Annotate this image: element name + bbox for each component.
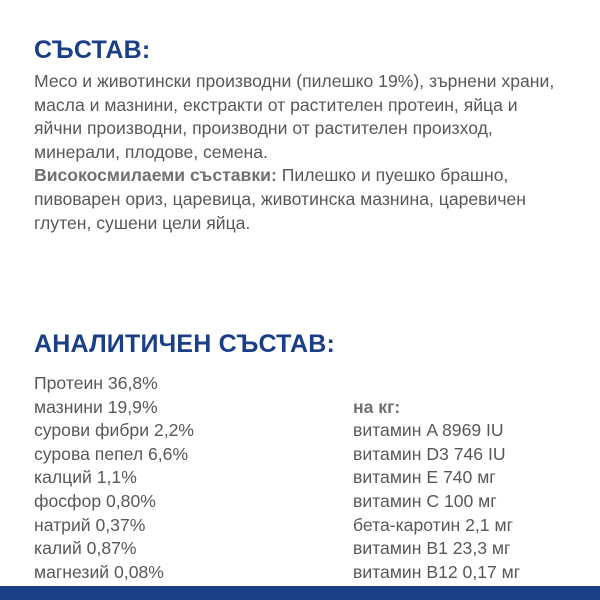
nutrient-item: Протеин 36,8% xyxy=(34,373,158,393)
highly-digestible-text: Пилешко и пуешко брашно, пивоварен ориз, царевица, животинска мазнина, царевичен глутен, сушени цели яйца. xyxy=(34,165,527,233)
vitamin-item: витамин B1 23,3 мг xyxy=(353,538,511,559)
vitamin-item: бета-каротин 2,1 мг xyxy=(353,514,513,535)
vitamin-item: витамин B12 0,17 мг xyxy=(353,561,521,582)
vitamin-list xyxy=(353,372,520,584)
vitamin-item: витамин D3 746 IU xyxy=(353,443,506,464)
nutrient-item: магнезий 0,08% xyxy=(34,561,164,582)
composition-block xyxy=(34,70,564,235)
analytical-composition-heading: АНАЛИТИЧЕН СЪСТАВ: xyxy=(34,330,336,358)
nutrient-list xyxy=(34,372,194,584)
nutrient-item: мазнини 19,9% xyxy=(34,396,158,417)
vitamin-item: витамин C 100 мг xyxy=(353,490,497,511)
list-spacer xyxy=(353,372,520,396)
highly-digestible-label: Високосмилаеми съставки: xyxy=(34,165,277,186)
nutrient-item: фосфор 0,80% xyxy=(34,490,156,511)
per-kg-label: на кг: xyxy=(353,396,401,417)
nutrient-item: сурови фибри 2,2% xyxy=(34,420,195,441)
vitamin-item: витамин A 8969 IU xyxy=(353,420,504,441)
nutrient-item: сурова пепел 6,6% xyxy=(34,443,189,464)
bottom-accent-bar xyxy=(0,586,600,600)
nutrient-item: натрий 0,37% xyxy=(34,514,146,535)
nutrient-item: калий 0,87% xyxy=(34,538,137,559)
composition-heading: СЪСТАВ: xyxy=(34,36,151,64)
nutrient-item: калций 1,1% xyxy=(34,467,137,488)
highly-digestible-paragraph xyxy=(34,164,564,235)
composition-text: Месо и животински производни (пилешко 19%), зърнени храни, масла и мазнини, екстракти от растителен протеин, яйца и яйчни производни, производни от растителен произход, минерали, плодове, семена. xyxy=(34,71,555,162)
vitamin-item: витамин E 740 мг xyxy=(353,467,496,488)
